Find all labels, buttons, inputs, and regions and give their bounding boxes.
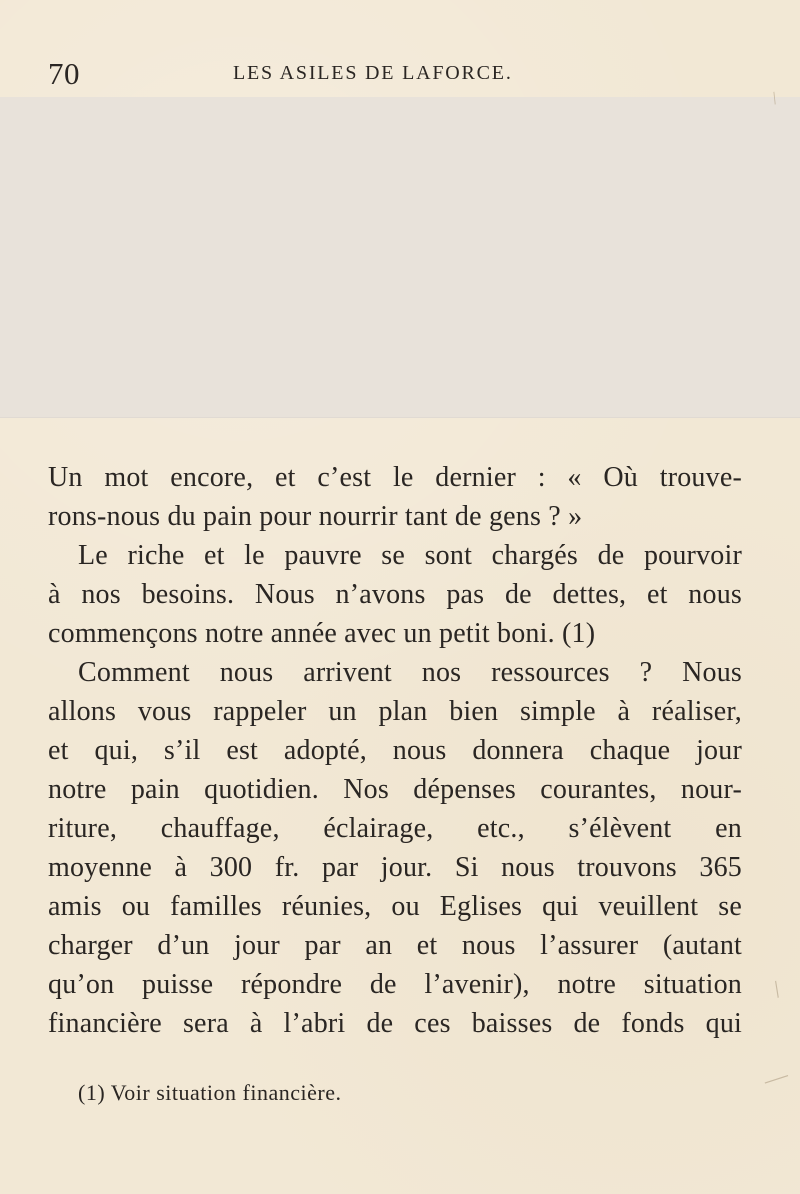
running-title: LES ASILES DE LAFORCE.	[233, 62, 513, 84]
body-line: financière sera à l’abri de ces baisses de fonds qui	[48, 1008, 742, 1039]
body-line: Le riche et le pauvre se sont chargés de pourvoir	[78, 540, 742, 571]
body-line: commençons notre année avec un petit boni. (1)	[48, 618, 596, 649]
body-line: amis ou familles réunies, ou Eglises qui veuillent se	[48, 891, 742, 922]
body-line: notre pain quotidien. Nos dépenses courantes, nour-	[48, 774, 742, 805]
page-header	[48, 58, 748, 92]
margin-stroke-mark: /	[768, 976, 787, 1004]
body-line: qu’on puisse répondre de l’avenir), notre situation	[48, 969, 742, 1000]
body-line: riture, chauffage, éclairage, etc., s’élèvent en	[48, 813, 742, 844]
body-line: Comment nous arrivent nos ressources ? Nous	[78, 657, 742, 688]
margin-stroke-mark: —	[760, 1061, 792, 1095]
body-line: et qui, s’il est adopté, nous donnera chaque jour	[48, 735, 742, 766]
body-line: Un mot encore, et c’est le dernier : « Où trouve-	[48, 462, 742, 493]
page-number: 70	[48, 56, 80, 91]
margin-stroke-mark: /	[768, 87, 782, 109]
body-line: rons-nous du pain pour nourrir tant de gens ? »	[48, 501, 583, 532]
body-line: charger d’un jour par an et nous l’assurer (autant	[48, 930, 742, 961]
footnote: (1) Voir situation financière.	[78, 1080, 342, 1105]
body-text	[48, 458, 742, 1043]
body-line: allons vous rappeler un plan bien simple à réaliser,	[48, 696, 742, 727]
body-line: à nos besoins. Nous n’avons pas de dettes, et nous	[48, 579, 742, 610]
blank-image-area	[0, 97, 800, 418]
body-line: moyenne à 300 fr. par jour. Si nous trouvons 365	[48, 852, 742, 883]
